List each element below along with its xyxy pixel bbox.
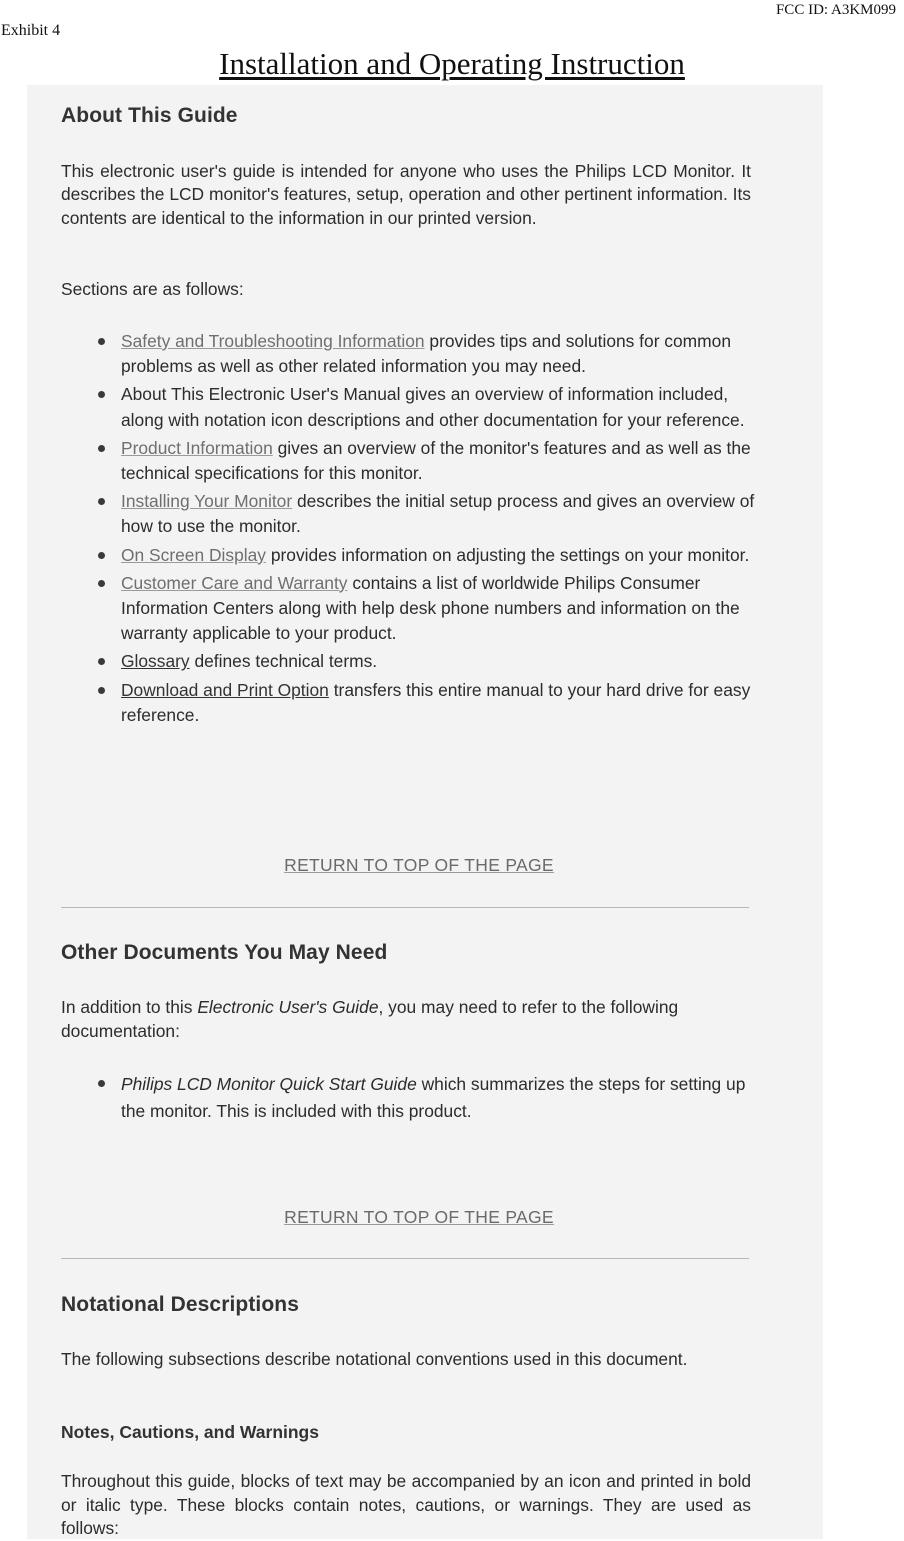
customer-care-link[interactable]: Customer Care and Warranty [121, 572, 348, 593]
other-docs-heading: Other Documents You May Need [61, 941, 388, 964]
glossary-link[interactable]: Glossary [121, 651, 190, 672]
about-heading: About This Guide [61, 104, 238, 127]
document-title: Installation and Operating Instruction [219, 46, 685, 81]
list-item: On Screen Display provides information on adjusting the settings on your monitor. [95, 543, 755, 568]
return-to-top-link[interactable]: RETURN TO TOP OF THE PAGE [284, 1207, 554, 1227]
notational-body: Throughout this guide, blocks of text may be accompanied by an icon and printed in bold or italic type. These blocks contain notes, cautions, or warnings. They are used as follows: [61, 1471, 751, 1538]
list-item: Safety and Troubleshooting Information provides tips and solutions for common problems as well as other related information you may need. [95, 329, 755, 379]
notational-intro: The following subsections describe notational conventions used in this document. [61, 1349, 688, 1369]
osd-link[interactable]: On Screen Display [121, 544, 266, 565]
list-item: About This Electronic User's Manual gives an overview of information included, along with notation icon descriptions and other documentation for your reference. [95, 382, 755, 432]
exhibit-label: Exhibit 4 [1, 22, 61, 39]
section-divider [61, 1258, 749, 1259]
safety-link[interactable]: Safety and Troubleshooting Information [121, 331, 425, 351]
sections-label: Sections are as follows: [61, 279, 244, 299]
list-item: Philips LCD Monitor Quick Start Guide which summarizes the steps for setting up the monitor. This is included with this product. [95, 1071, 755, 1125]
sections-list [95, 329, 755, 728]
section-divider [61, 907, 749, 908]
notational-heading: Notational Descriptions [61, 1293, 299, 1316]
return-to-top-link[interactable]: RETURN TO TOP OF THE PAGE [284, 855, 554, 875]
notes-cautions-subheading: Notes, Cautions, and Warnings [61, 1422, 319, 1442]
list-item: Glossary defines technical terms. [95, 649, 755, 674]
installing-link[interactable]: Installing Your Monitor [121, 491, 293, 512]
product-info-link[interactable]: Product Information [121, 437, 273, 458]
list-item: Product Information gives an overview of the monitor's features and as well as the technical specifications for this monitor. [95, 436, 755, 486]
other-docs-list [95, 1071, 755, 1125]
list-item: Download and Print Option transfers this entire manual to your hard drive for easy reference. [95, 678, 755, 728]
fcc-id: FCC ID: A3KM099 [775, 2, 896, 18]
list-item: Customer Care and Warranty contains a list of worldwide Philips Consumer Information Centers along with help desk phone numbers and information on the warranty applicable to your product. [95, 571, 755, 647]
other-docs-intro: In addition to this Electronic User's Guide, you may need to refer to the following documentation: [61, 997, 679, 1041]
list-item: Installing Your Monitor describes the initial setup process and gives an overview of how to use the monitor. [95, 489, 755, 539]
scanned-page [27, 85, 823, 1539]
download-print-link[interactable]: Download and Print Option [121, 679, 329, 700]
about-intro: This electronic user's guide is intended for anyone who uses the Philips LCD Monitor. It describes the LCD monitor's features, setup, operation and other pertinent information. Its contents are identical to the information in our printed version. [61, 161, 751, 228]
